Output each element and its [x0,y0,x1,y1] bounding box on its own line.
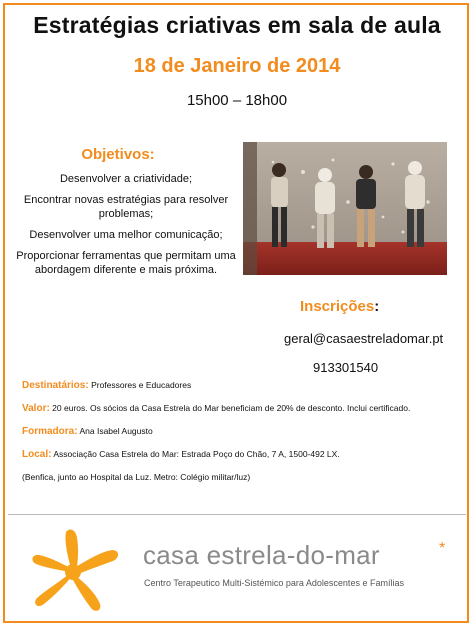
registration-email[interactable]: geral@casaestreladomar.pt [284,331,444,346]
valor-value: 20 euros. Os sócios da Casa Estrela do Mar beneficiam de 20% de desconto. Inclui certificado. [52,403,411,413]
event-time: 15h00 – 18h00 [186,92,288,109]
starfish-logo-icon [28,528,120,612]
info-local-extra: (Benfica, junto ao Hospital da Luz. Metro: Colégio militar/luz) [22,472,251,482]
brand-star-icon: * [439,540,446,557]
info-destinatarios [22,380,191,391]
footer-divider [8,514,466,515]
destinatarios-label: Destinatários: [22,380,89,391]
objectives-list [14,172,238,284]
objective-item: Encontrar novas estratégias para resolver problemas; [23,194,229,220]
registration-heading-colon: : [374,298,380,315]
registration-heading-text: Inscrições [300,298,375,315]
local-label: Local: [22,449,52,460]
local-value: Associação Casa Estrela do Mar: Estrada Poço do Chão, 7 A, 1500-492 LX. [53,449,340,459]
info-local [22,449,340,460]
registration-phone: 913301540 [313,360,379,375]
registration-heading [300,298,379,315]
formadora-label: Formadora: [22,426,78,437]
info-formadora [22,426,153,437]
formadora-value: Ana Isabel Augusto [79,426,153,436]
page-title: Estratégias criativas em sala de aula [33,12,441,38]
workshop-photo [243,142,447,275]
brand-name: casa estrela-do-mar [143,540,380,570]
objective-item: Proporcionar ferramentas que permitam uma abordagem diferente e mais próxima. [16,250,236,276]
objective-item: Desenvolver a criatividade; [59,173,193,185]
valor-label: Valor: [22,403,50,414]
destinatarios-value: Professores e Educadores [91,380,192,390]
objectives-heading: Objetivos: [81,146,155,163]
info-valor [22,403,410,414]
event-date: 18 de Janeiro de 2014 [133,55,341,77]
objective-item: Desenvolver uma melhor comunicação; [29,229,223,241]
brand-subtitle: Centro Terapeutico Multi-Sistémico para Adolescentes e Famílias [144,578,404,588]
